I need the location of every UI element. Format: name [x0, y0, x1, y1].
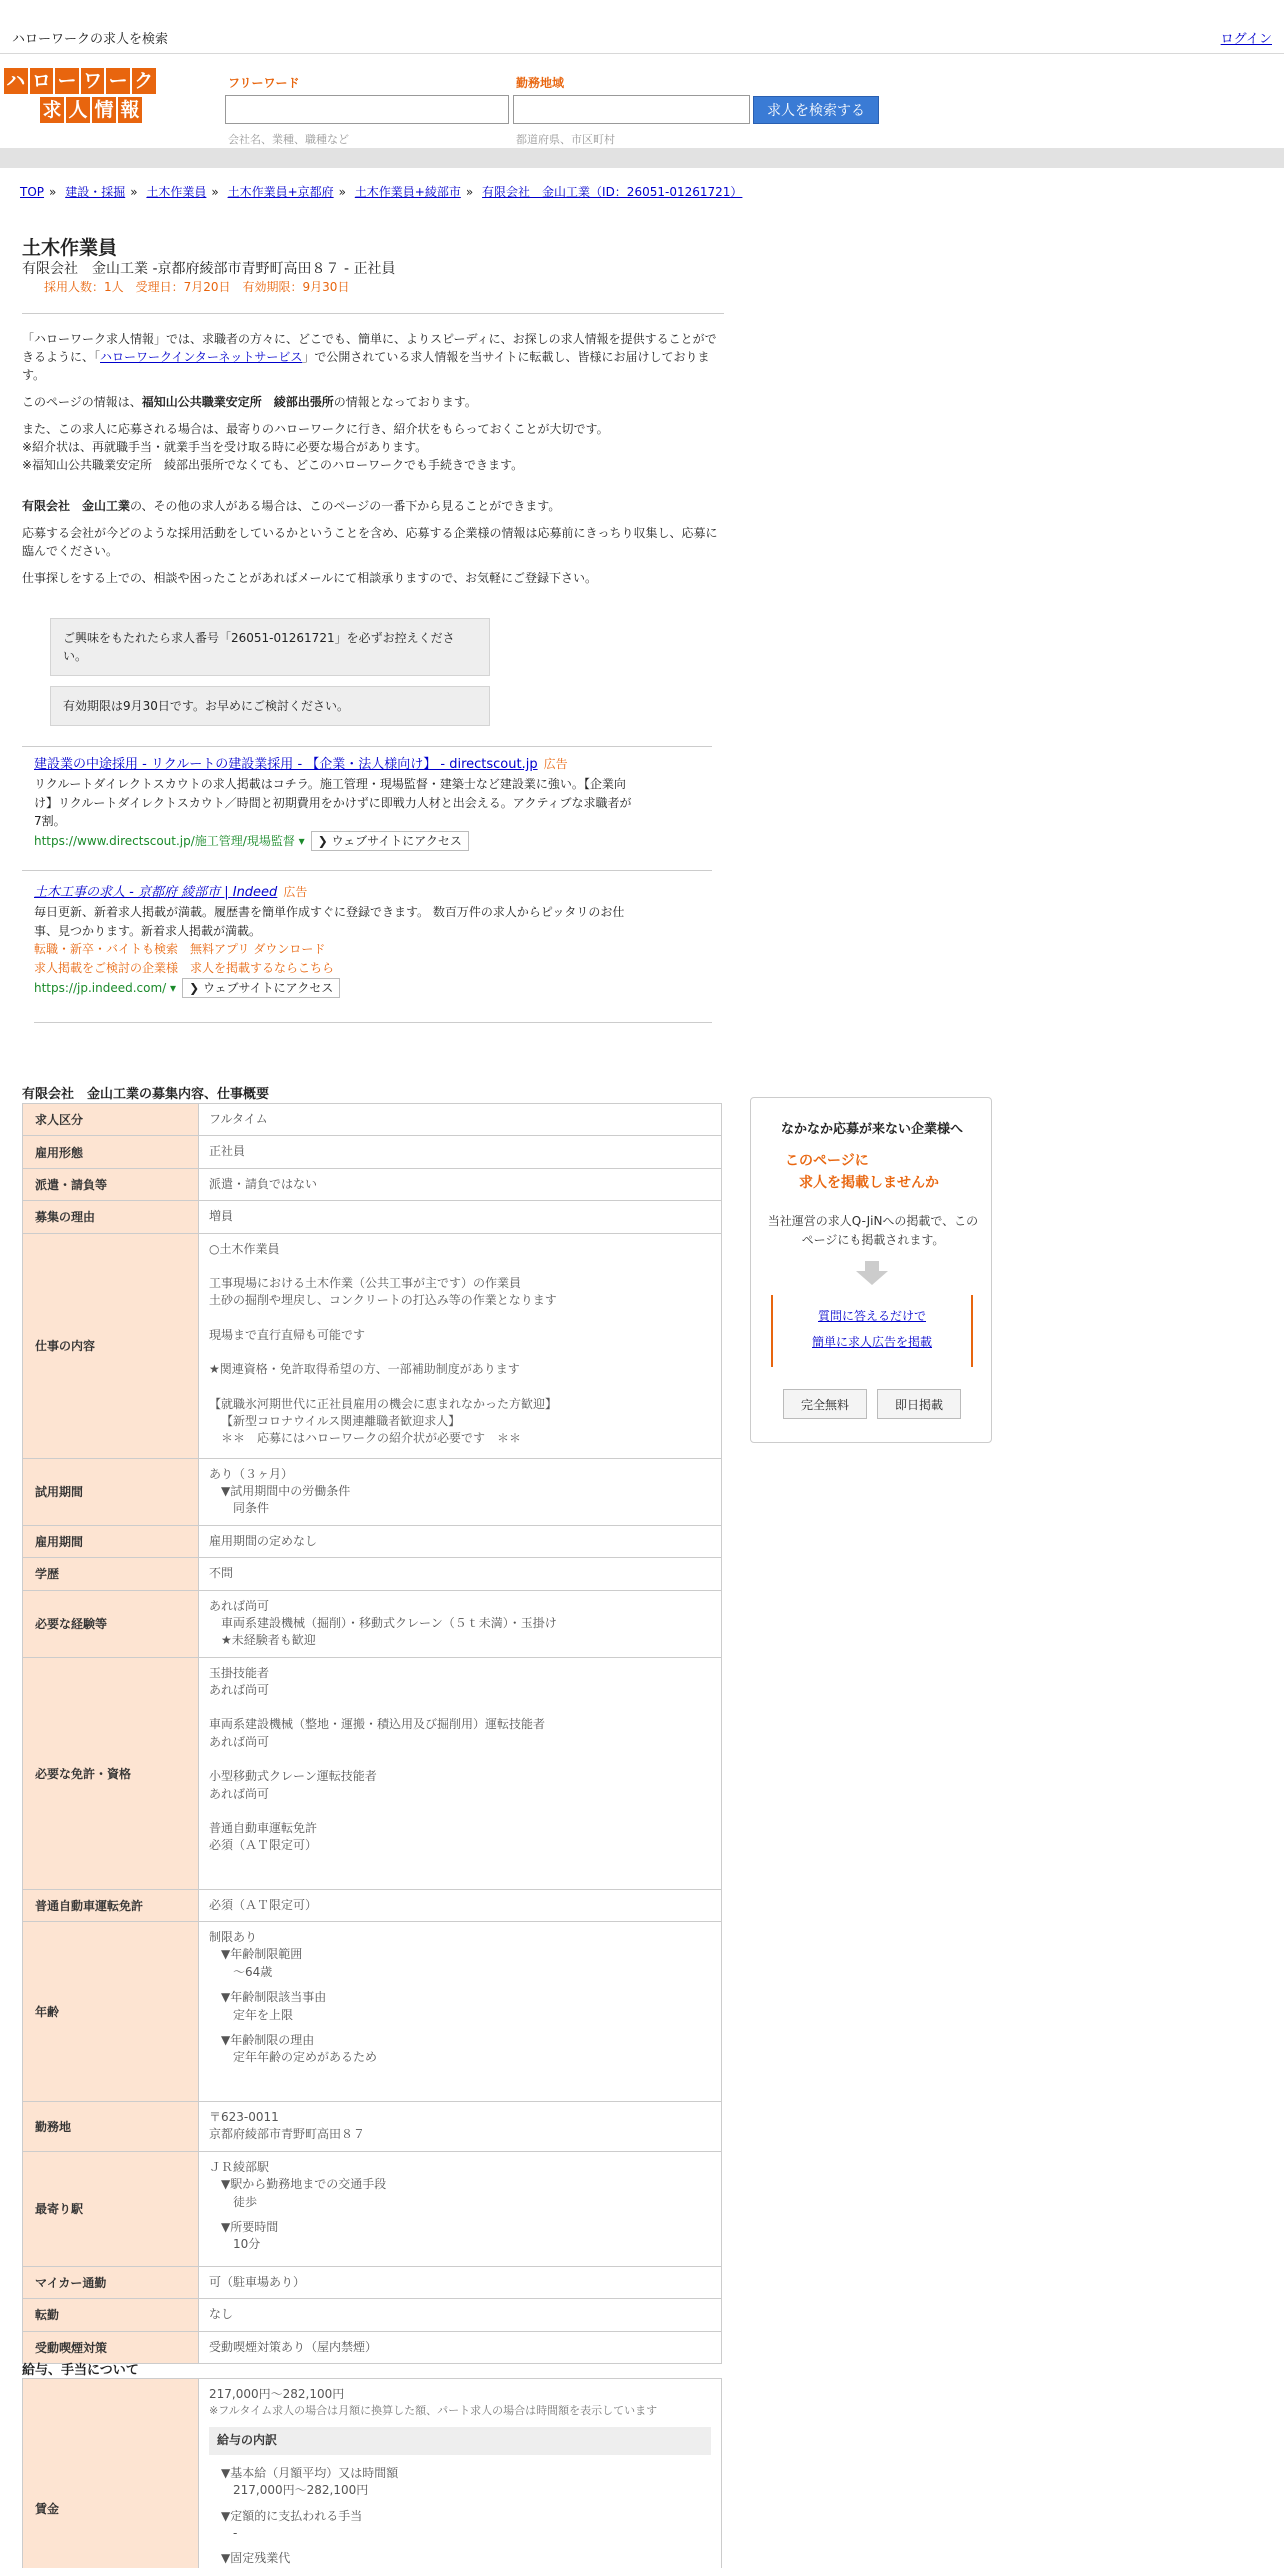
table-row [23, 1922, 722, 2102]
area-label: 勤務地域 [516, 76, 565, 90]
breadcrumb-prefecture[interactable]: 土木作業員+京都府 [227, 185, 334, 199]
hellowork-internet-link[interactable]: ハローワークインターネットサービス [100, 350, 303, 364]
ad-sitelink[interactable]: 求人掲載をご検討の企業様 求人を掲載するならこちら [34, 960, 335, 975]
row-label: 受動喫煙対策 [23, 2331, 199, 2363]
table-row [23, 1104, 722, 1136]
row-value: 玉掛技能者 あれば尚可 車両系建設機械（整地・運搬・積込用及び掘削用）運転技能者 あれば尚可 小型移動式クレーン運転技能者 あれば尚可 普通自動車運転免許 必須（ＡＴ限定可） [199, 1657, 722, 1889]
table-row [23, 1233, 722, 1458]
row-label: 派遣・請負等 [23, 1168, 199, 1200]
ad-title-link[interactable]: 建設業の中途採用 - リクルートの建設業採用 - 【企業・法人様向け】 - directscout.jp [34, 757, 538, 772]
intro-paragraph: このページの情報は、福知山公共職業安定所 綾部出張所の情報となっております。 [22, 395, 477, 409]
row-value: 必須（ＡＴ限定可） [199, 1889, 722, 1921]
divider [22, 313, 724, 314]
row-label: 必要な免許・資格 [23, 1657, 199, 1889]
job-number-notice: ご興味をもたれたら求人番号「26051-01261721」を必ずお控えください。 [50, 618, 490, 676]
row-label: 年齢 [23, 1922, 199, 2102]
row-value: あり（３ヶ月） ▼試用期間中の労働条件 同条件 [199, 1458, 722, 1525]
intro-paragraph: 応募する会社が今どのような採用活動をしているかということを含め、応募する企業様の情報は応募前にきっちり収集し、応募に臨んでください。 [22, 526, 718, 558]
header-divider-band [0, 148, 1284, 168]
breadcrumb: TOP » 建設・採掘 » 土木作業員 » 土木作業員+京都府 » 土木作業員+綾部市 » 有限会社 金山工業（ID：26051-01261721） [20, 185, 743, 199]
visit-website-button[interactable]: ❯ ウェブサイトにアクセス [311, 831, 469, 851]
search-button[interactable]: 求人を検索する [753, 96, 879, 124]
table-row [23, 1558, 722, 1590]
visit-website-button[interactable]: ❯ ウェブサイトにアクセス [182, 978, 340, 998]
intro-paragraph: また、この求人に応募される場合は、最寄りのハローワークに行き、紹介状をもらっておくことが大切です。 ※紹介状は、再就職手当・就業手当を受け取る時に必要な場合があります。 ※福知山公共職業安定所 綾部出張所でなくても、どこのハローワークでも手続きできます。 [22, 422, 609, 472]
breadcrumb-top[interactable]: TOP [20, 185, 45, 199]
ad-description: 毎日更新、新着求人掲載が満載。履歴書を簡単作成すぐに登録できます。 数百万件の求人からピッタリのお仕事、見つかります。新着求人掲載が満載。 [34, 905, 625, 938]
ad-badge: 広告 [543, 757, 568, 771]
row-value: フルタイム [199, 1104, 722, 1136]
intro-paragraph: 有限会社 金山工業の、その他の求人がある場合は、このページの一番下から見ることができます。 [22, 499, 561, 513]
ad-sitelink[interactable]: 転職・新卒・バイトも検索 無料アプリ ダウンロード [34, 942, 326, 957]
row-label: マイカー通勤 [23, 2266, 199, 2298]
ad-url[interactable]: https://www.directscout.jp/施工管理/現場監督 [34, 833, 295, 848]
row-label: 試用期間 [23, 1458, 199, 1525]
row-label: 雇用期間 [23, 1525, 199, 1557]
row-value: 制限あり ▼年齢制限範囲 〜64歳 ▼年齢制限該当事由 定年を上限 ▼年齢制限の理由 定年年齢の定めがあるため [199, 1922, 722, 2102]
ad-badge: 広告 [283, 885, 308, 899]
same-day-button[interactable]: 即日掲載 [877, 1389, 961, 1419]
keyword-label: フリーワード [228, 76, 300, 90]
arrow-down-icon [856, 1261, 888, 1285]
table-row [23, 2299, 722, 2331]
job-title: 土木作業員 [22, 237, 118, 259]
row-label: 求人区分 [23, 1104, 199, 1136]
section-title: 給与、手当について [22, 2363, 139, 2378]
row-label: 学歴 [23, 1558, 199, 1590]
site-title: ハローワークの求人を検索 [12, 32, 169, 47]
row-label: 最寄り駅 [23, 2151, 199, 2266]
table-row [23, 2266, 722, 2298]
job-detail-table [22, 1103, 722, 2364]
row-label: 勤務地 [23, 2102, 199, 2152]
breadcrumb-occupation[interactable]: 土木作業員 [146, 185, 207, 199]
row-value: 不問 [199, 1558, 722, 1590]
breadcrumb-company[interactable]: 有限会社 金山工業（ID：26051-01261721） [482, 185, 743, 199]
row-value: 雇用期間の定めなし [199, 1525, 722, 1557]
chevron-right-icon: ❯ [189, 980, 200, 995]
company-line: 有限会社 金山工業 -京都府綾部市青野町高田８７ - 正社員 [22, 261, 396, 277]
table-row [23, 1136, 722, 1168]
promo-link-answer-questions[interactable]: 質問に答えるだけで [817, 1309, 926, 1323]
table-row [23, 1168, 722, 1200]
row-value: 正社員 [199, 1136, 722, 1168]
area-hint: 都道府県、市区町村 [516, 133, 615, 146]
table-row [23, 2102, 722, 2152]
row-value: 217,000円〜282,100円 ※フルタイム求人の場合は月額に換算した額、パート求人の場合は時間額を表示しています 給与の内訳 ▼基本給（月額平均）又は時間額 217,000円〜282,100円 ▼定額的に支払われる手当 - ▼固定残業代 [199, 2379, 722, 2568]
intro-text [22, 330, 722, 596]
row-label: 雇用形態 [23, 1136, 199, 1168]
row-value: ○土木作業員 工事現場における土木作業（公共工事が主です）の作業員 土砂の掘削や埋戻し、コンクリートの打込み等の作業となります 現場まで直行直帰も可能です ★関連資格・免許取得希望の方、一部補助制度があります 【就職氷河期世代に正社員雇用の機会に恵まれなかった方歓迎】 【新型コロナウイルス関連離職者歓迎求人】 ＊＊ 応募にはハローワークの紹介状が必要です ＊＊ [199, 1233, 722, 1458]
breadcrumb-city[interactable]: 土木作業員+綾部市 [354, 185, 461, 199]
row-label: 仕事の内容 [23, 1233, 199, 1458]
promo-title: なかなか応募が来ない企業様へ [780, 1122, 963, 1137]
job-meta: 採用人数：1人 受理日：7月20日 有効期限：9月30日 [44, 280, 350, 294]
row-label: 普通自動車運転免許 [23, 1889, 199, 1921]
table-row [23, 2379, 722, 2568]
intro-paragraph: 「ハローワーク求人情報」では、求職者の方々に、どこでも、簡単に、よりスピーディに、お探しの求人情報を提供することができるように、「ハローワークインターネットサービス」で公開されている求人情報を当サイトに転載し、皆様にお届けしております。 [22, 332, 717, 382]
header [0, 54, 1284, 148]
table-row [23, 1590, 722, 1657]
row-value: 〒623-0011 京都府綾部市青野町高田８７ [199, 2102, 722, 2152]
table-row [23, 1889, 722, 1921]
row-value: あれば尚可 車両系建設機械（掘削）・移動式クレーン（５ｔ未満）・玉掛け ★未経験者も歓迎 [199, 1590, 722, 1657]
intro-paragraph: 仕事探しをする上での、相談や困ったことがあればメールにて相談承りますので、お気軽にご登録下さい。 [22, 571, 598, 585]
table-row [23, 1657, 722, 1889]
row-label: 必要な経験等 [23, 1590, 199, 1657]
table-row [23, 1525, 722, 1557]
row-value: 派遣・請負ではない [199, 1168, 722, 1200]
salary-table [22, 2378, 722, 2568]
ad-title-link[interactable]: 土木工事の求人 - 京都府 綾部市 | Indeed [34, 885, 278, 900]
divider [22, 870, 712, 871]
free-button[interactable]: 完全無料 [783, 1389, 867, 1419]
keyword-input[interactable] [225, 95, 509, 124]
row-label: 賃金 [23, 2379, 199, 2568]
row-value: なし [199, 2299, 722, 2331]
top-bar [0, 0, 1284, 54]
row-label: 募集の理由 [23, 1201, 199, 1233]
section-title: 有限会社 金山工業の募集内容、仕事概要 [22, 1087, 270, 1102]
login-link[interactable]: ログイン [1220, 32, 1272, 47]
keyword-hint: 会社名、業種、職種など [228, 133, 349, 146]
promo-sidebox [750, 1097, 992, 1443]
row-value: 可（駐車場あり） [199, 2266, 722, 2298]
divider [34, 1022, 712, 1023]
salary-breakdown-heading: 給与の内訳 [209, 2427, 711, 2454]
area-input[interactable] [513, 95, 750, 124]
divider [22, 746, 712, 747]
table-row [23, 1201, 722, 1233]
row-value: ＪＲ綾部駅 ▼駅から勤務地までの交通手段 徒歩 ▼所要時間 10分 [199, 2151, 722, 2266]
chevron-down-icon[interactable]: ▾ [170, 980, 177, 995]
table-row [23, 1458, 722, 1525]
ad-block [34, 755, 634, 851]
promo-catch: このページに [785, 1153, 869, 1169]
ad-block [34, 883, 634, 998]
breadcrumb-category[interactable]: 建設・採掘 [65, 185, 126, 199]
table-row [23, 2151, 722, 2266]
promo-catch: 求人を掲載しませんか [799, 1175, 939, 1191]
row-value: 受動喫煙対策あり（屋内禁煙） [199, 2331, 722, 2363]
row-label: 転勤 [23, 2299, 199, 2331]
promo-link-post-ad[interactable]: 簡単に求人広告を掲載 [811, 1335, 932, 1349]
promo-description: 当社運営の求人Q-JiNへの掲載で、このページにも掲載されます。 [767, 1214, 979, 1248]
ad-url[interactable]: https://jp.indeed.com/ [34, 980, 167, 995]
chevron-down-icon[interactable]: ▾ [298, 833, 305, 848]
ad-description: リクルートダイレクトスカウトの求人掲載はコチラ。施工管理・現場監督・建築士など建設業に強い。【企業向け】リクルートダイレクトスカウト／時間と初期費用をかけずに即戦力人材と出会える。アクティブな求職者が7割。 [34, 777, 632, 829]
promo-links [771, 1295, 973, 1367]
site-logo[interactable]: ハ ロ ー ワ ー ク 求 人 情 報 [4, 68, 180, 126]
expiry-notice: 有効期限は9月30日です。お早めにご検討ください。 [50, 686, 490, 726]
row-value: 増員 [199, 1201, 722, 1233]
chevron-right-icon: ❯ [317, 833, 328, 848]
